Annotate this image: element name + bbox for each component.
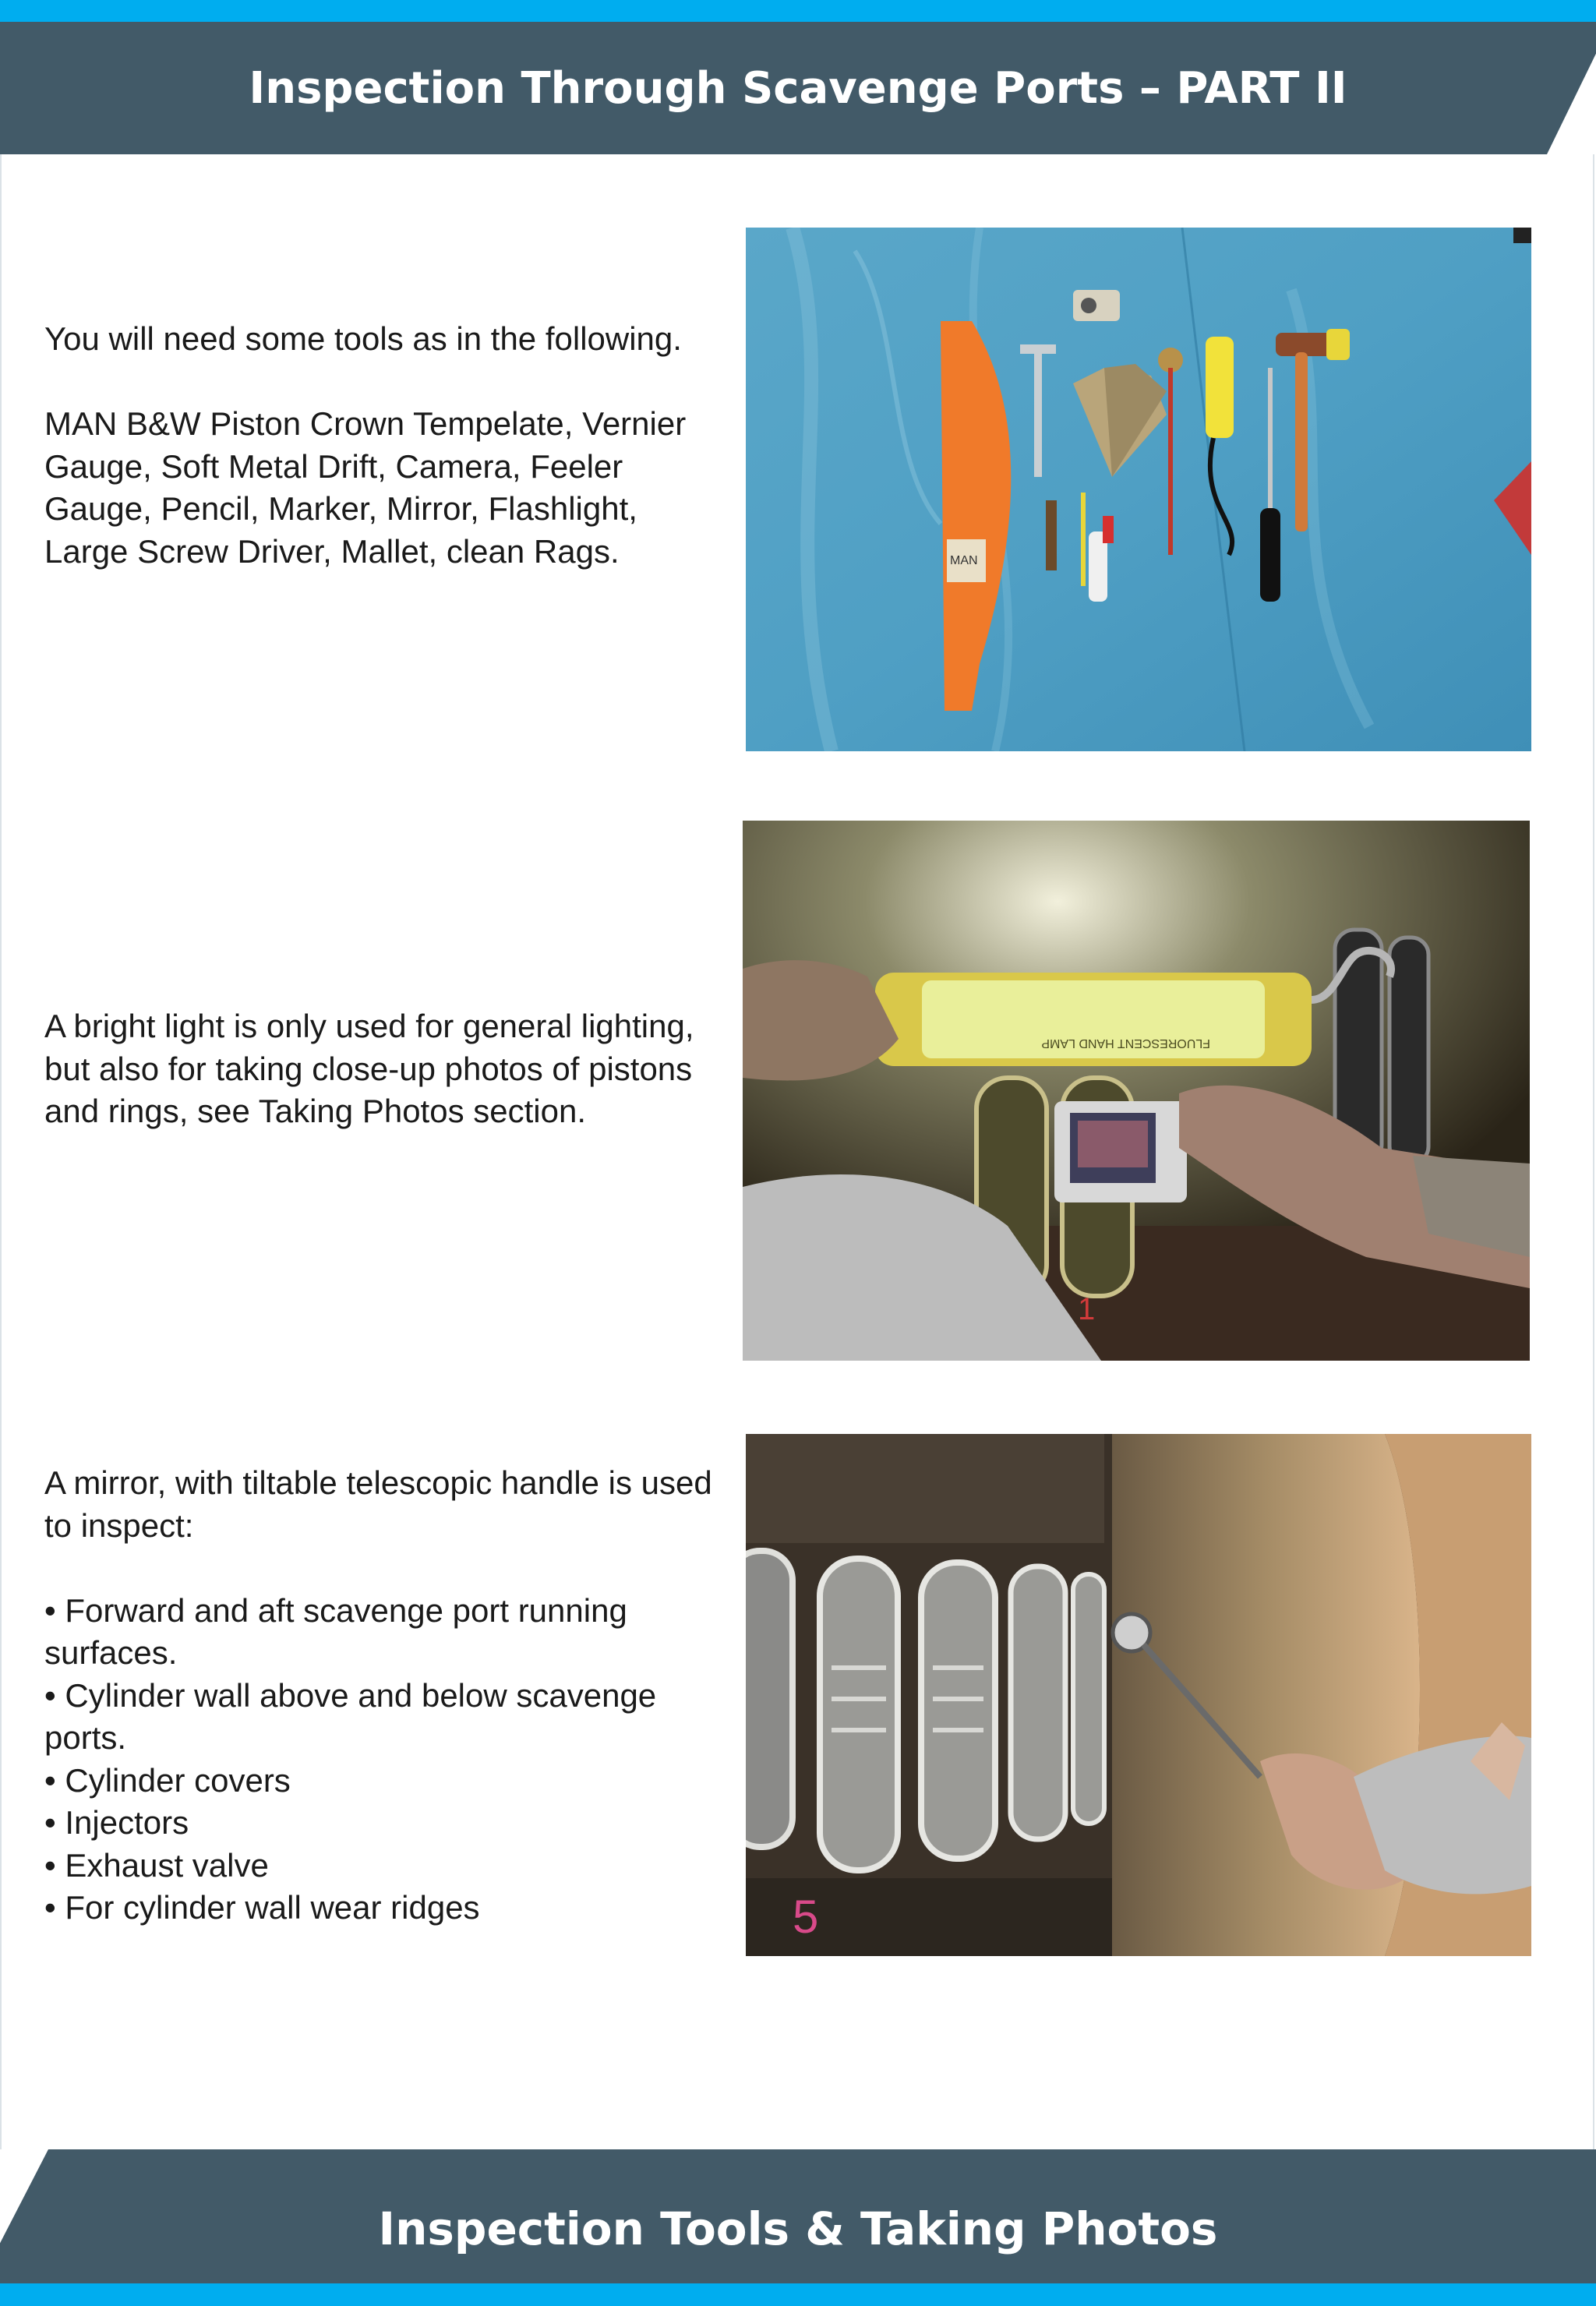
mirror-bullet-2: • Cylinder wall above and below scavenge ports. [44,1676,657,1756]
template-label: MAN [950,554,978,567]
tools-list: MAN B&W Piston Crown Tempelate, Vernier Gauge, Soft Metal Drift, Camera, Feeler Gauge, Pencil, Marker, Mirror, Flashlight, Large Screw Driver, Mallet, clean Rags. [44,405,687,570]
mirror-bullet-5: • Exhaust valve [44,1846,269,1884]
lamp-label: FLUORESCENT HAND LAMP [1041,1036,1210,1050]
lamp-photo [743,821,1530,1361]
mirror-bullet-4: • Injectors [44,1804,189,1841]
tools-text-block [44,318,715,573]
footer-title: Inspection Tools & Taking Photos [378,2202,1218,2255]
mirror-bullet-6: • For cylinder wall wear ridges [44,1889,480,1926]
top-accent-stripe [0,0,1596,22]
bottom-accent-stripe [0,2283,1596,2306]
port-number-2: 5 [793,1891,819,1943]
light-description: A bright light is only used for general lighting, but also for taking close-up photos of pistons and rings, see Taking Photos section. [44,1008,694,1129]
light-text-block [44,1005,715,1133]
mirror-photo [746,1434,1531,1956]
tools-photo [746,228,1531,751]
page-title: Inspection Through Scavenge Ports – PART II [249,62,1347,114]
mirror-text-block [44,1462,715,1930]
mirror-bullet-3: • Cylinder covers [44,1761,291,1799]
mirror-intro: A mirror, with tiltable telescopic handle is used to inspect: [44,1464,712,1544]
mirror-bullet-1: • Forward and aft scavenge port running surfaces. [44,1591,627,1671]
tools-intro: You will need some tools as in the following. [44,320,682,357]
port-number-1: 1 [1078,1292,1096,1326]
